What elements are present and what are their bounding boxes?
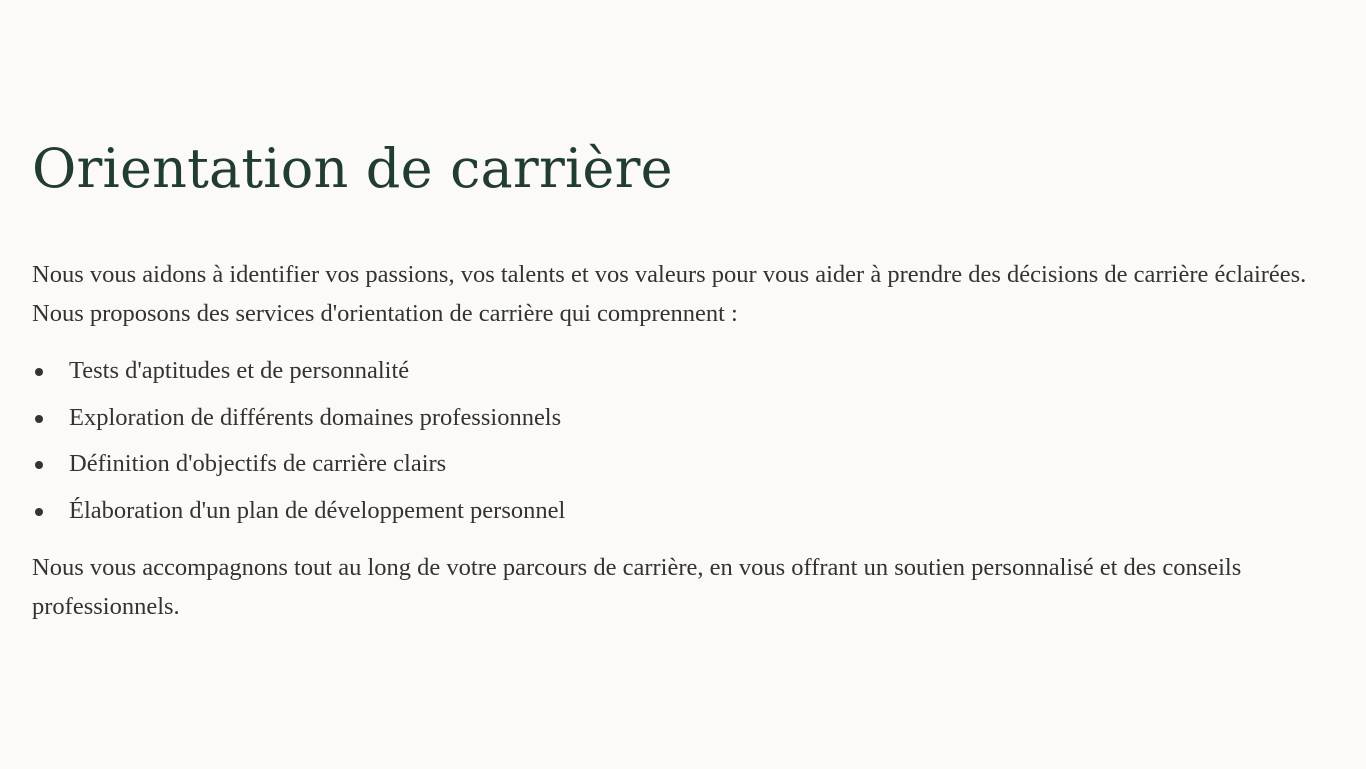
outro-paragraph: Nous vous accompagnons tout au long de votre parcours de carrière, en vous offrant un soutien personnalisé et des conseils professionnels.	[32, 554, 1242, 620]
list-item-label: Définition d'objectifs de carrière clairs	[69, 450, 447, 477]
list-item	[32, 488, 1334, 535]
list-item	[32, 441, 1334, 488]
bullet-icon	[35, 508, 43, 516]
list-item	[32, 348, 1334, 395]
list-item-label: Exploration de différents domaines professionnels	[69, 403, 562, 431]
bullet-icon	[35, 368, 43, 376]
list-item	[32, 395, 1334, 442]
list-item-label: Tests d'aptitudes et de personnalité	[69, 357, 410, 384]
list-item-label: Élaboration d'un plan de développement personnel	[69, 496, 566, 524]
bullet-icon	[35, 461, 43, 469]
page-title: Orientation de carrière	[32, 137, 673, 200]
services-list	[32, 348, 1334, 534]
intro-paragraph: Nous vous aidons à identifier vos passions, vos talents et vos valeurs pour vous aider à prendre des décisions de carrière éclairées. Nous proposons des services d'orientation de carrière qui comprennent :	[32, 261, 1307, 327]
bullet-icon	[35, 415, 43, 423]
